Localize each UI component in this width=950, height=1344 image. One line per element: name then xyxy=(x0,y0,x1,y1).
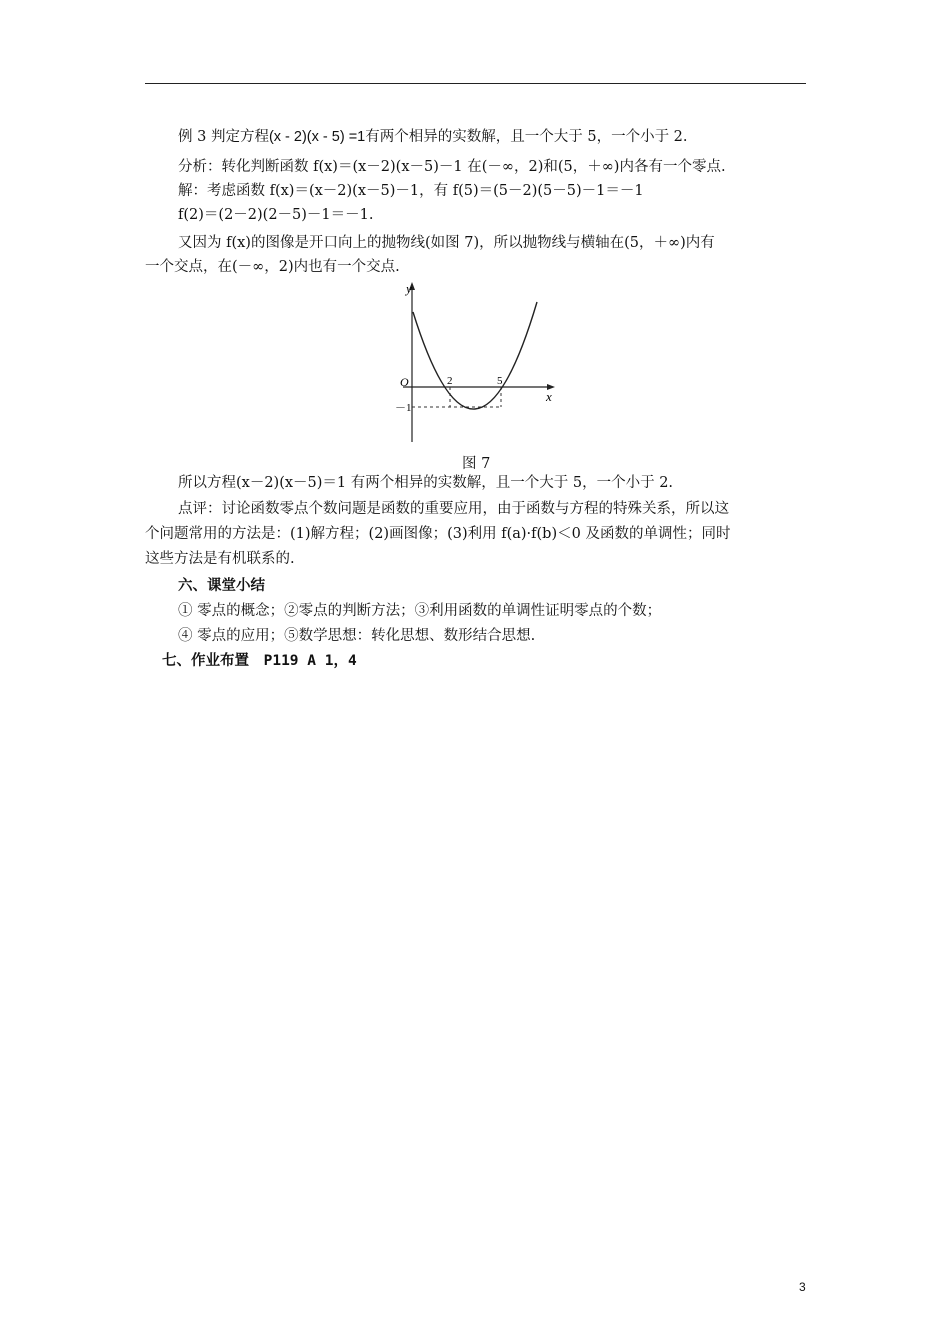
statement-post: 有两个相异的实数解，且一个大于 5，一个小于 2. xyxy=(365,129,688,145)
figure-caption: 图 7 xyxy=(462,456,491,472)
tick-label-2: 2 xyxy=(447,375,453,387)
example-label: 例 3 xyxy=(178,129,207,145)
conclusion-line: 所以方程(x－2)(x－5)＝1 有两个相异的实数解，且一个大于 5，一个小于 2. xyxy=(178,475,674,491)
analysis-line: 分析：转化判断函数 f(x)＝(x－2)(x－5)－1 在(－∞，2)和(5，＋∞)内各有一个零点. xyxy=(178,159,726,175)
reason-line-2: 一个交点，在(－∞，2)内也有一个交点. xyxy=(145,259,400,275)
header-rule xyxy=(145,83,806,84)
parabola-curve xyxy=(413,302,537,409)
parabola-figure xyxy=(395,280,560,445)
equation: (x - 2)(x - 5) =1 xyxy=(268,129,366,145)
tick-label-5: 5 xyxy=(497,375,503,387)
tick-label-neg1: －1 xyxy=(395,402,412,414)
comment-line-1: 点评：讨论函数零点个数问题是函数的重要应用，由于函数与方程的特殊关系，所以这 xyxy=(178,501,729,517)
summary-line-1: ① 零点的概念；②零点的判断方法；③利用函数的单调性证明零点的个数； xyxy=(178,603,662,619)
statement-pre: 判定方程 xyxy=(206,129,269,145)
summary-line-2: ④ 零点的应用；⑤数学思想：转化思想、数形结合思想. xyxy=(178,628,536,644)
section-7-line xyxy=(162,651,357,671)
homework-text: P119 A 1，4 xyxy=(263,653,357,669)
example-statement xyxy=(178,127,688,147)
section-6-title: 六、课堂小结 xyxy=(178,578,265,594)
solution-line-1: 解：考虑函数 f(x)＝(x－2)(x－5)－1，有 f(5)＝(5－2)(5－5)－1＝－1 xyxy=(178,183,644,199)
origin-label: O xyxy=(400,375,409,389)
comment-line-3: 这些方法是有机联系的. xyxy=(145,551,295,567)
y-label: y xyxy=(406,281,412,296)
comment-line-2: 个问题常用的方法是：(1)解方程；(2)画图像；(3)利用 f(a)·f(b)＜0 及函数的单调性；同时 xyxy=(145,526,731,542)
x-label: x xyxy=(546,389,552,404)
page-number: 3 xyxy=(799,1280,806,1294)
reason-line-1: 又因为 f(x)的图像是开口向上的抛物线(如图 7)，所以抛物线与横轴在(5，＋∞)内有 xyxy=(178,235,715,251)
section-7-title: 七、作业布置 xyxy=(162,653,249,669)
solution-line-2: f(2)＝(2－2)(2－5)－1＝－1. xyxy=(178,207,374,223)
